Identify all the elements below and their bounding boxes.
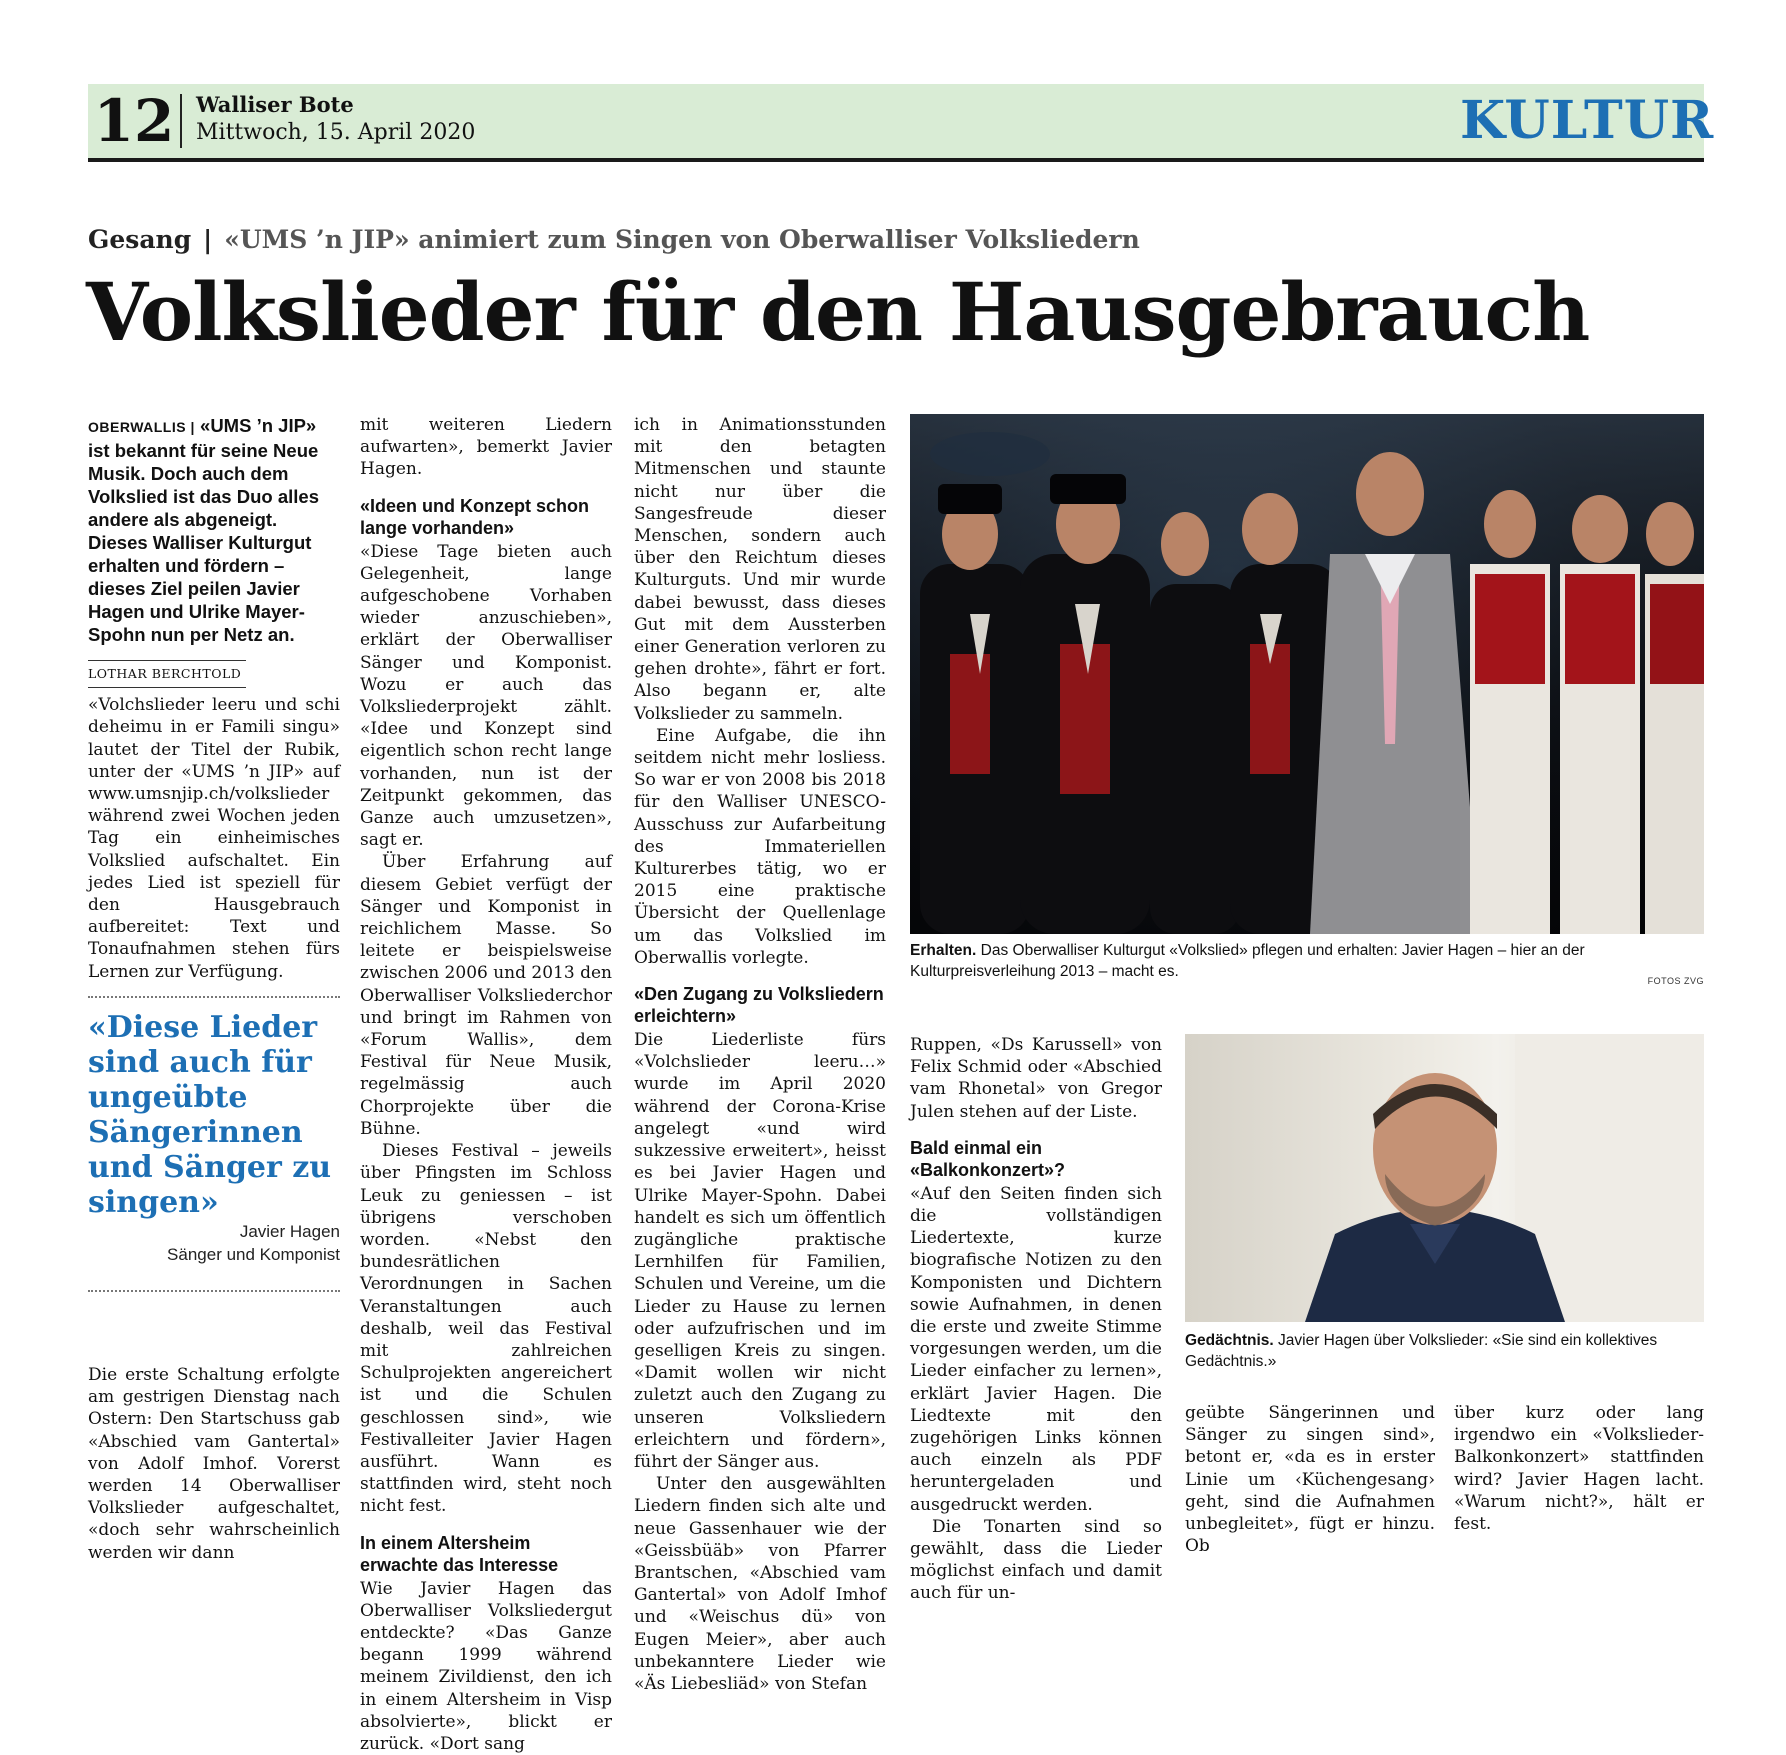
- caption-lead: Gedächtnis.: [1185, 1332, 1274, 1349]
- pull-quote-attribution: [88, 1220, 340, 1266]
- body-paragraph: Ruppen, «Ds Karussell» von Felix Schmid oder «Abschied vam Rhonetal» von Gregor Julen stehen auf der Liste.: [910, 1035, 1162, 1122]
- photo-caption-2: [1185, 1330, 1704, 1372]
- header-divider: [180, 94, 182, 148]
- kicker-separator: |: [203, 225, 213, 254]
- issue-date: Mittwoch, 15. April 2020: [196, 120, 476, 145]
- subheading: «Den Zugang zu Volksliedern erleichtern»: [634, 984, 884, 1027]
- portrait-photo: [1185, 1034, 1704, 1322]
- body-paragraph: Die Liederliste fürs «Volchslieder leeru…» wurde im April 2020 während der Corona-Krise angelegt «und wird sukzessive erweitert», heisst es bei Javier Hagen und Ulrike Mayer-Spohn. Dabei handelt es sich um öffentlich zugängliche praktische Lernhilfen für Familien, Schulen und Vereine, um die Lieder zu Hause zu lernen oder aufzufrischen und im geselligen Kreis zu singen. «Damit wollen wir nicht zuletzt auch den Zugang zu unseren Volksliedern erleichtern und fördern», führt der Sänger aus.: [634, 1030, 886, 1472]
- body-paragraph: mit weiteren Liedern aufwarten», bemerkt Javier Hagen.: [360, 415, 612, 480]
- lead-paragraph: [88, 414, 340, 646]
- column-1: [88, 414, 340, 983]
- lead-text: «UMS ’n JIP» ist bekannt für seine Neue Musik. Doch auch dem Volkslied ist das Duo alles andere als abgeneigt. Dieses Walliser Kulturgut erhalten und fördern – dieses Ziel peilen Javier Hagen und Ulrike Mayer-Spohn nun per Netz an.: [88, 415, 319, 645]
- choir-photo-illustration: [910, 414, 1704, 934]
- choir-photo: [910, 414, 1704, 934]
- pull-quote-role: Sänger und Komponist: [167, 1245, 340, 1264]
- page-number: 12: [93, 87, 175, 155]
- dateline: OBERWALLIS |: [88, 419, 195, 435]
- column-1-bottom: [88, 1364, 340, 1564]
- author-byline: LOTHAR BERCHTOLD: [88, 660, 246, 688]
- body-paragraph: Wie Javier Hagen das Oberwalliser Volksliedergut entdeckte? «Das Ganze begann 1999 während meinem Zivildienst, den ich in einem Altersheim in Visp absolvierte», blickt er zurück. «Dort sang: [360, 1578, 612, 1754]
- quote-bottom-rule: [88, 1290, 340, 1292]
- body-paragraph: Über Erfahrung auf diesem Gebiet verfügt der Sänger und Komponist in reichlichem Masse. So leitete er beispielsweise zwischen 2006 und 2013 den Oberwalliser Volksliederchor und bringt im Rahmen von «Forum Wallis», dem Festival für Neue Musik, regelmässig auch Chorprojekte über die Bühne.: [360, 852, 612, 1139]
- caption-text: Das Oberwalliser Kulturgut «Volkslied» pflegen und erhalten: Javier Hagen – hier an der Kulturpreisverleihung 2013 – macht es.: [910, 942, 1585, 980]
- body-paragraph: Die erste Schaltung erfolgte am gestrigen Dienstag nach Ostern: Den Startschuss gab «Abschied vam Gantertal» von Adolf Imhof. Vorerst werden 14 Oberwalliser Volkslieder aufgeschaltet, «doch sehr wahrscheinlich werden wir dann: [88, 1365, 340, 1563]
- body-paragraph: geübte Sängerinnen und Sänger zu singen sind», betont er, «da es in erster Linie um ‹Küchengesang› geht, sind die Aufnahmen unbegleitet», fügt er hinzu. Ob: [1185, 1403, 1435, 1557]
- body-paragraph: Unter den ausgewählten Liedern finden sich alte und neue Gassenhauer wie der «Geissbüäb» von Pfarrer Brantschen, «Abschied vam Gantertal» von Adolf Imhof und «Weischus dü» von Eugen Meier», aber auch unbekanntere Lieder wie «Äs Liebesliäd» von Stefan: [634, 1474, 886, 1694]
- portrait-photo-illustration: [1185, 1034, 1704, 1322]
- column-5: [1185, 1402, 1435, 1557]
- pull-quote-name: Javier Hagen: [239, 1222, 340, 1241]
- column-4: [910, 1034, 1162, 1605]
- body-paragraph: «Diese Tage bieten auch Gelegenheit, lange aufgeschobene Vorhaben wieder anzuschieben», erklärt der Oberwalliser Sänger und Komponist. Wozu er auch das Volksliederprojekt zählt. «Idee und Konzept sind eigentlich schon recht lange vorhanden, nun ist der Zeitpunkt gekommen, das Ganze auch umzusetzen», sagt er.: [360, 541, 612, 851]
- column-6: [1454, 1402, 1704, 1535]
- body-paragraph: ich in Animationsstunden mit den betagten Mitmenschen und staunte nicht nur über die Sangesfreude dieser Menschen, sondern auch über den Reichtum dieses Kulturguts. Und mir wurde dabei bewusst, dass dieses Gut mit dem Aussterben einer Generation verloren zu gehen drohte», fährt er fort. Also begann er, alte Volkslieder zu sammeln.: [634, 415, 886, 724]
- caption-text: Javier Hagen über Volkslieder: «Sie sind ein kollektives Gedächtnis.»: [1185, 1332, 1658, 1370]
- body-paragraph: Eine Aufgabe, die ihn seitdem nicht mehr losliess. So war er von 2008 bis 2018 für den Walliser UNESCO-Ausschuss zur Aufarbeitung des Immateriellen Kulturerbes tätig, wo er 2015 eine praktische Übersicht der Quellenlage um das Volkslied im Oberwallis vorlegte.: [634, 725, 886, 968]
- photo-credit: FOTOS ZVG: [1647, 976, 1704, 986]
- body-paragraph: Die Tonarten sind so gewählt, dass die Lieder möglichst einfach und damit auch für un-: [910, 1516, 1162, 1604]
- column-2: [360, 414, 612, 1755]
- subheading: Bald einmal ein «Balkonkonzert»?: [910, 1137, 1066, 1180]
- topic-label: Gesang: [88, 225, 192, 254]
- pull-quote: «Diese Lieder sind auch für ungeübte Sängerinnen und Sänger zu singen»: [88, 1010, 332, 1220]
- caption-lead: Erhalten.: [910, 942, 977, 959]
- body-paragraph: über kurz oder lang irgendwo ein «Volkslieder-Balkonkonzert» stattfinden wird? Javier Hagen lacht. «Warum nicht?», hält er fest.: [1454, 1403, 1704, 1535]
- column-3: [634, 414, 886, 1695]
- section-title: KULTUR: [1460, 90, 1715, 151]
- body-paragraph: «Volchslieder leeru und schi deheimu in er Famili singu» lautet der Titel der Rubik, unter der «UMS ’n JIP» auf www.umsnjip.ch/volkslieder während zwei Wochen jeden Tag ein einheimisches Volkslied aufschaltet. Ein jedes Lied ist speziell für den Hausgebrauch aufbereitet: Text und Tonaufnahmen stehen fürs Lernen zur Verfügung.: [88, 695, 340, 982]
- headline: Volkslieder für den Hausgebrauch: [86, 265, 1590, 359]
- kicker: [88, 224, 1140, 256]
- subheading: «Ideen und Konzept schon lange vorhanden»: [360, 495, 590, 538]
- body-paragraph: Dieses Festival – jeweils über Pfingsten im Schloss Leuk zu geniessen – ist übrigens verschoben worden. «Nebst den bundesrätlichen Verordnungen in Sachen Veranstaltungen auch deshalb, weil das Festival mit zahlreichen Schulprojekten angereichert ist und die Schulen geschlossen sind», wie Festivalleiter Javier Hagen ausführt. Wann es stattfinden wird, steht noch nicht fest.: [360, 1141, 612, 1517]
- body-paragraph: «Auf den Seiten finden sich die vollständigen Liedertexte, kurze biografische Notizen zu den Komponisten und Dichtern sowie Aufnahmen, in denen die erste und zweite Stimme vorgesungen werden, um die Lieder einfacher zu lernen», erklärt Javier Hagen. Die Liedtexte mit den zugehörigen Links können auch einzeln als PDF heruntergeladen und ausgedruckt werden.: [910, 1183, 1162, 1515]
- subheadline: «UMS ’n JIP» animiert zum Singen von Oberwalliser Volksliedern: [224, 225, 1140, 254]
- publication-name: Walliser Bote: [196, 92, 354, 117]
- photo-caption-1: [910, 940, 1704, 982]
- quote-top-rule: [88, 996, 340, 998]
- subheading: In einem Altersheim erwachte das Interesse: [360, 1532, 559, 1575]
